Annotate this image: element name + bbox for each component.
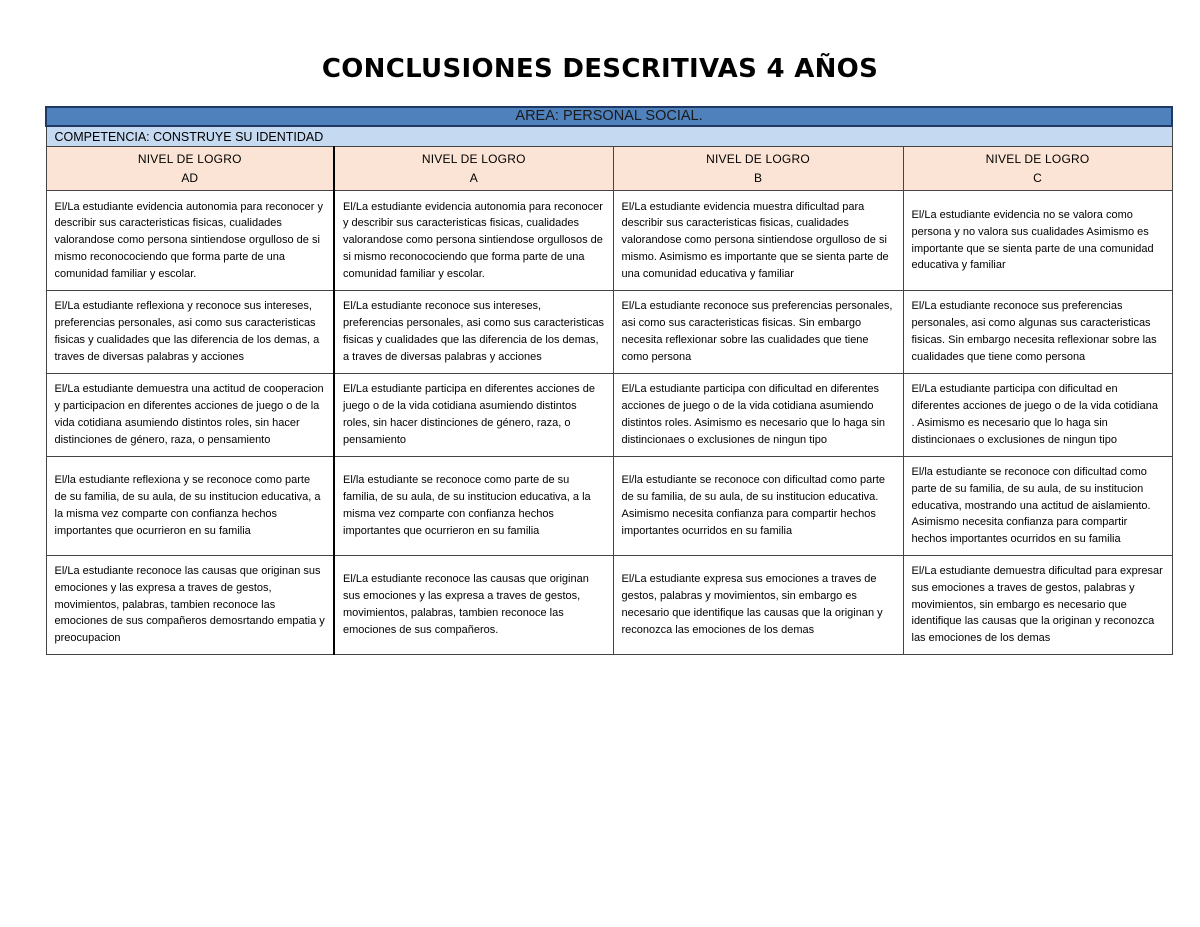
cell-a: [334, 374, 613, 457]
level-code: B: [753, 170, 762, 185]
cell-ad: [46, 291, 334, 374]
cell-b: [613, 291, 903, 374]
level-header-b: [613, 147, 903, 191]
cell-c: [903, 556, 1172, 655]
level-header-a: [334, 147, 613, 191]
cell-text: El/La estudiante reconoce las causas que originan sus emociones y las expresa a traves de gestos, movimientos, palabras, tambien reconoce las emociones de sus compañeros demosrtando empatia y preocupacion: [54, 565, 325, 645]
cell-text: El/La estudiante demuestra dificultad para expresar sus emociones a traves de gestos, palabras y movimientos, sin embargo es necesario que identifique las causas que la originan y reconozca las emociones de los demas: [911, 565, 1163, 645]
cell-c: [903, 374, 1172, 457]
table-row: [46, 457, 1172, 556]
cell-a: [334, 191, 613, 291]
cell-c: [903, 191, 1172, 291]
cell-text: El/La estudiante reconoce sus preferencias personales, asi como algunas sus caracteristicas fisicas. Sin embargo necesita reflexionar sobre las cualidades que tiene como persona: [911, 300, 1157, 363]
cell-text: El/La estudiante participa con dificultad en diferentes acciones de juego o de la vida cotidiana . Asimismo es necesario que lo haga sin distincionaes o exclusiones de ningun tipo: [911, 383, 1158, 446]
cell-text: El/La estudiante evidencia autonomia para reconocer y describir sus caracteristicas fisicas, cualidades valorandose como persona sintiendose orgulloso de si mismo reconocociendo que forma parte de una comunidad familiar y escolar.: [54, 200, 323, 280]
table-row: [46, 556, 1172, 655]
cell-text: El/La estudiante evidencia muestra dificultad para describir sus caracteristicas fisicas, cualidades valorandose como persona sintiendose orgulloso de si mismo. Asimismo es importante que se sienta parte de una comunidad educativa y familiar: [621, 200, 889, 280]
level-header-row: [46, 147, 1172, 191]
table-row: [46, 191, 1172, 291]
cell-ad: [46, 556, 334, 655]
cell-text: El/La estudiante expresa sus emociones a traves de gestos, palabras y movimientos, sin embargo es necesario que identifique las causas que la originan y reconozca las emociones de los demas: [621, 573, 883, 636]
cell-text: El/La estudiante reflexiona y reconoce sus intereses, preferencias personales, asi como sus caracteristicas fisicas y cualidades que las diferencia de los demas, a traves de diversas palabras y acciones: [54, 300, 320, 363]
cell-text: El/la estudiante reflexiona y se reconoce como parte de su familia, de su aula, de su institucion educativa, a la misma vez comparte con confianza hechos importantes que ocurrieron en su familia: [54, 474, 321, 537]
cell-b: [613, 191, 903, 291]
level-code: A: [469, 170, 478, 185]
table-row: [46, 291, 1172, 374]
cell-text: El/La estudiante evidencia no se valora como persona y no valora sus cualidades Asimismo es importante que se sienta parte de una comunidad educativa y familiar: [911, 208, 1154, 272]
cell-a: [334, 556, 613, 655]
cell-text: El/La estudiante reconoce sus intereses, preferencias personales, asi como sus caracteristicas fisicas y cualidades que las diferencia de los demas, a traves de diversas palabras y acciones: [343, 300, 605, 363]
cell-text: El/La estudiante participa con dificultad en diferentes acciones de juego o de la vida cotidiana asumiendo distintos roles. Asimismo es necesario que lo haga sin distincionaes o exclusiones de ningun tipo: [621, 383, 886, 446]
level-header-ad: [46, 147, 334, 191]
level-label: NIVEL DE LOGRO: [706, 151, 810, 166]
area-header-row: [46, 107, 1172, 126]
level-label: NIVEL DE LOGRO: [985, 151, 1090, 166]
cell-text: El/La estudiante reconoce las causas que originan sus emociones y las expresa a traves de gestos, movimientos, palabras, tambien reconoce las emociones de sus compañeros.: [343, 573, 589, 636]
document-title: CONCLUSIONES DESCRITIVAS 4 AÑOS: [321, 54, 879, 84]
cell-b: [613, 556, 903, 655]
rubric-table: [45, 106, 1173, 655]
cell-ad: [46, 457, 334, 556]
level-label: NIVEL DE LOGRO: [421, 151, 526, 166]
cell-a: [334, 291, 613, 374]
level-code: C: [1033, 170, 1042, 185]
cell-text: El/La estudiante demuestra una actitud de cooperacion y participacion en diferentes acciones de juego o de la vida cotidiana asumiendo distintos roles, sin hacer distinciones de género, raza, o pensamiento: [54, 383, 324, 446]
table-row: [46, 374, 1172, 457]
cell-ad: [46, 191, 334, 291]
cell-c: [903, 457, 1172, 556]
cell-b: [613, 374, 903, 457]
level-header-c: [903, 147, 1172, 191]
cell-text: El/la estudiante se reconoce con dificultad como parte de su familia, de su aula, de su institucion educativa, mostrando una actitud de aislamiento. Asimismo necesita confianza para compartir hechos importantes ocurridos en su familia: [911, 466, 1151, 546]
cell-text: El/La estudiante reconoce sus preferencias personales, asi como sus caracteristicas fisicas. Sin embargo necesita reflexionar sobre las cualidades que tiene como persona: [621, 300, 893, 363]
cell-ad: [46, 374, 334, 457]
level-code: AD: [181, 170, 199, 185]
cell-a: [334, 457, 613, 556]
area-title: AREA: PERSONAL SOCIAL.: [46, 107, 1172, 126]
cell-b: [613, 457, 903, 556]
cell-text: El/La estudiante evidencia autonomia para reconocer y describir sus caracteristicas fisicas, cualidades valorandose como persona sintiendose orgullosos de si mismo reconocociendo que forma parte de una comunidad familiar y escolar.: [343, 200, 603, 280]
cell-text: El/la estudiante se reconoce con dificultad como parte de su familia, de su aula, de su institucion educativa. Asimismo necesita confianza para compartir hechos importantes ocurridos en su familia: [621, 474, 886, 537]
cell-text: El/La estudiante participa en diferentes acciones de juego o de la vida cotidiana asumiendo distintos roles, sin hacer distinciones de género, raza, o pensamiento: [343, 383, 595, 446]
competencia-row: [46, 126, 1172, 147]
cell-text: El/la estudiante se reconoce como parte de su familia, de su aula, de su institucion educativa, a la misma vez comparte con confianza hechos importantes que ocurrieron en su familia: [343, 474, 591, 537]
level-label: NIVEL DE LOGRO: [137, 151, 242, 166]
competencia-title: COMPETENCIA: CONSTRUYE SU IDENTIDAD: [46, 126, 1172, 147]
cell-c: [903, 291, 1172, 374]
